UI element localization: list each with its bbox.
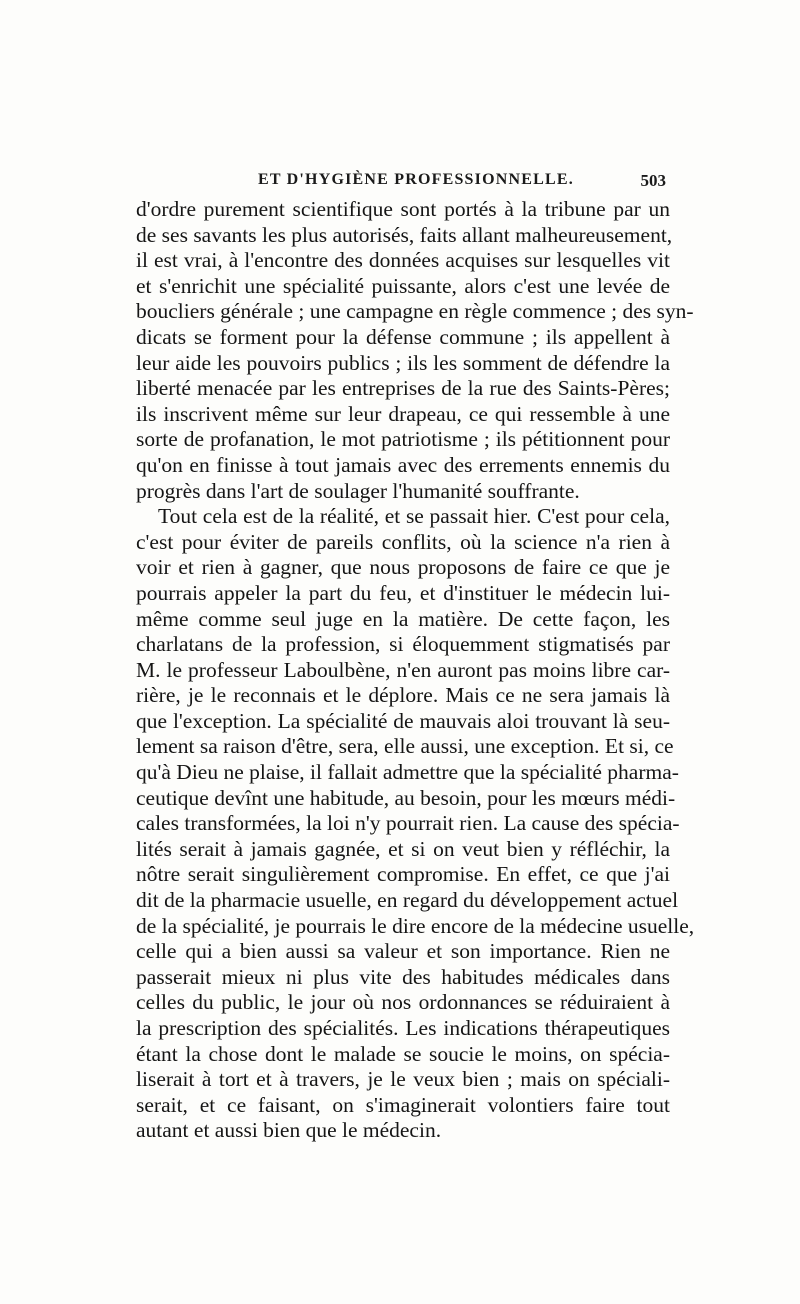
text-line: rière, je le reconnais et le déplore. Mais ce ne sera jamais là: [136, 683, 670, 708]
running-head: [136, 171, 666, 195]
text-line: serait, et ce faisant, on s'imaginerait volontiers faire tout: [136, 1092, 670, 1117]
text-line: de ses savants les plus autorisés, faits allant malheureusement,: [136, 222, 673, 247]
page-number: 503: [640, 171, 666, 190]
text-line: ceutique devînt une habitude, au besoin, pour les mœurs médi-: [136, 785, 676, 810]
text-line: cales transformées, la loi n'y pourrait rien. La cause des spécia-: [136, 811, 680, 836]
text-line: celle qui a bien aussi sa valeur et son importance. Rien ne: [136, 939, 670, 964]
text-line: de la spécialité, je pourrais le dire encore de la médecine usuelle,: [136, 913, 695, 938]
text-line: charlatans de la profession, si éloquemment stigmatisés par: [136, 632, 670, 657]
text-line: ils inscrivent même sur leur drapeau, ce qui ressemble à une: [136, 401, 670, 426]
text-line: que l'exception. La spécialité de mauvais aloi trouvant là seu-: [136, 708, 670, 733]
text-line: passerait mieux ni plus vite des habitudes médicales dans: [136, 964, 670, 989]
text-line: voir et rien à gagner, que nous proposons de faire ce que je: [136, 555, 670, 580]
text-line: dicats se forment pour la défense commune ; ils appellent à: [136, 324, 670, 349]
text-line: celles du public, le jour où nos ordonnances se réduiraient à: [136, 990, 670, 1015]
text-line: liserait à tort et à travers, je le veux bien ; mais on spéciali-: [136, 1067, 670, 1092]
text-line: la prescription des spécialités. Les indications thérapeutiques: [136, 1016, 670, 1040]
text-line: liberté menacée par les entreprises de la rue des Saints-Pères;: [136, 376, 670, 401]
text-line: nôtre serait singulièrement compromise. En effet, ce que j'ai: [136, 862, 670, 887]
text-line: boucliers générale ; une campagne en règle commence ; des syn-: [136, 299, 694, 324]
text-line: étant la chose dont le malade se soucie le moins, on spécia-: [136, 1041, 670, 1066]
body-text: [136, 197, 695, 1144]
paragraph-start-line: Tout cela est de la réalité, et se passait hier. C'est pour cela,: [158, 504, 670, 529]
text-line: d'ordre purement scientifique sont portés à la tribune par un: [136, 197, 670, 221]
text-line: M. le professeur Laboulbène, n'en auront pas moins libre car-: [136, 657, 670, 682]
text-line: progrès dans l'art de soulager l'humanité souffrante.: [136, 478, 580, 503]
text-line: leur aide les pouvoirs publics ; ils les somment de défendre la: [136, 350, 670, 375]
text-line: autant et aussi bien que le médecin.: [136, 1118, 442, 1143]
text-line: lités serait à jamais gagnée, et si on veut bien y réfléchir, la: [136, 836, 670, 861]
text-line: qu'on en finisse à tout jamais avec des errements ennemis du: [136, 452, 670, 477]
text-line: qu'à Dieu ne plaise, il fallait admettre que la spécialité pharma-: [136, 760, 679, 785]
text-line: même comme seul juge en la matière. De cette façon, les: [136, 606, 670, 631]
running-title: ET D'HYGIÈNE PROFESSIONNELLE.: [258, 171, 574, 188]
text-line: c'est pour éviter de pareils conflits, où la science n'a rien à: [136, 529, 670, 554]
text-line: il est vrai, à l'encontre des données acquises sur lesquelles vit: [136, 248, 670, 273]
text-line: pourrais appeler la part du feu, et d'instituer le médecin lui-: [136, 580, 670, 605]
text-line: dit de la pharmacie usuelle, en regard du développement actuel: [136, 888, 679, 913]
text-line: lement sa raison d'être, sera, elle aussi, une exception. Et si, ce: [136, 734, 674, 759]
text-line: sorte de profanation, le mot patriotisme ; ils pétitionnent pour: [136, 427, 670, 452]
text-line: et s'enrichit une spécialité puissante, alors c'est une levée de: [136, 273, 670, 298]
